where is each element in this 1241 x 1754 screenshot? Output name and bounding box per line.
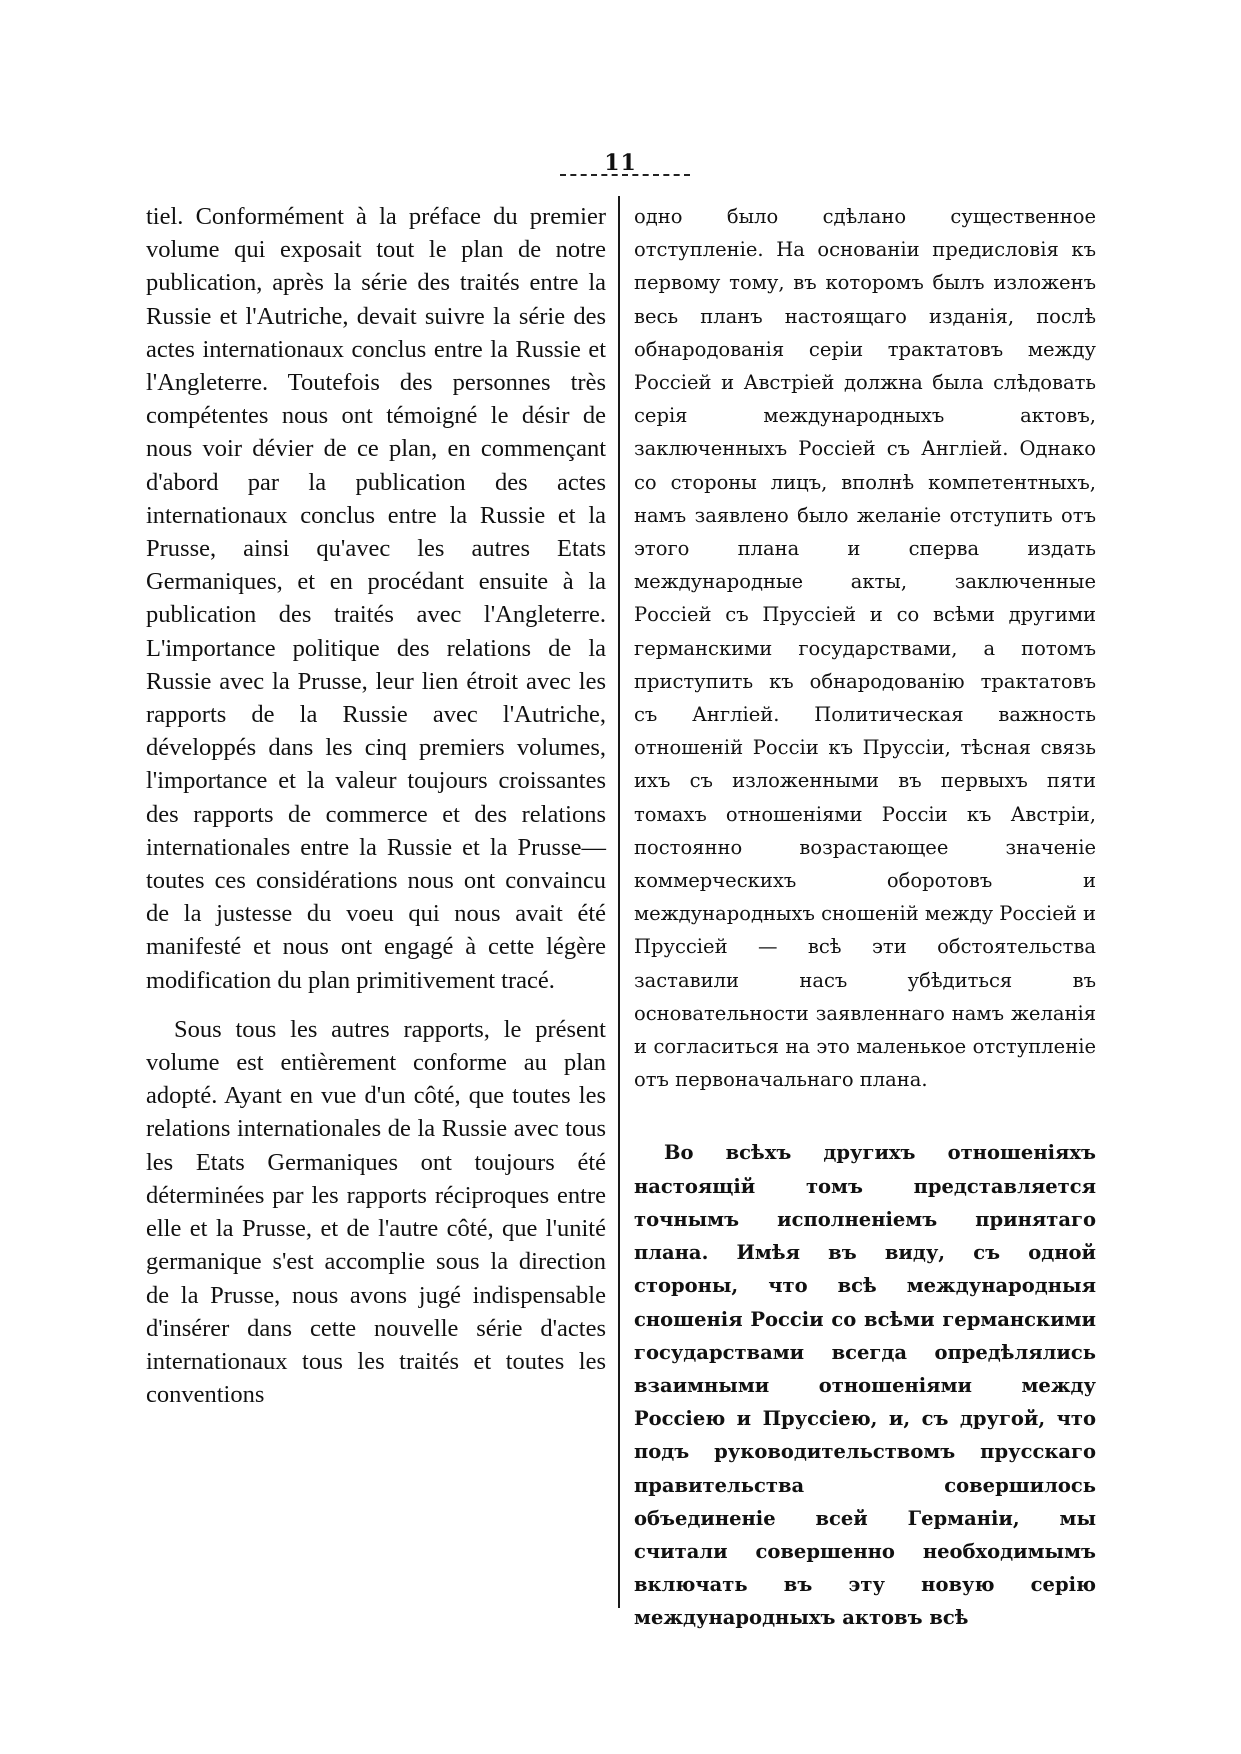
- french-paragraph-1: tiel. Conformément à la préface du premier volume qui exposait tout le plan de notre publication, après la série des traités entre la Russie et l'Autriche, devait suivre la série des actes internationaux conclus entre la Russie et l'Angleterre. Toutefois des personnes très compétentes nous ont témoigné le désir de nous voir dévier de ce plan, en commençant d'abord par la publication des actes internationaux conclus entre la Russie et la Prusse, ainsi qu'avec les autres Etats Germaniques, et en procédant ensuite à la publication des traités avec l'Angleterre. L'importance politique des relations de la Russie avec la Prusse, leur lien étroit avec les rapports de la Russie avec l'Autriche, développés dans les cinq premiers volumes, l'importance et la valeur toujours croissantes des rapports de commerce et des relations internationales entre la Russie et la Prusse—toutes ces considérations nous ont convaincu de la justesse du voeu qui nous avait été manifesté et nous ont engagé à cette légère modification du plan primitivement tracé.: [146, 203, 606, 994]
- russian-paragraph-2: Во всѣхъ другихъ отношеніяхъ настоящій томъ представляется точнымъ исполненіемъ принятаго плана. Имѣя въ виду, съ одной стороны, что всѣ международныя сношенія Россіи со всѣми германскими государствами всегда опредѣлялись взаимными отношеніями между Россіею и Пруссіею, и, съ другой, что подъ руководительствомъ прусскаго правительства совершилось объединеніе всей Германіи, мы считали совершенно необходимымъ включать въ эту новую серію международныхъ актовъ всѣ: [634, 1141, 1096, 1630]
- page-number: 11: [604, 150, 637, 176]
- russian-paragraph-1: одно было сдѣлано существенное отступленіе. На основаніи предисловія къ первому тому, въ которомъ былъ изложенъ весь планъ настоящаго изданія, послѣ обнародованія серіи трактатовъ между Россіей и Австріей должна была слѣдовать серія международныхъ актовъ, заключенныхъ Россіей съ Англіей. Однако со стороны лицъ, вполнѣ компетентныхъ, намъ заявлено было желаніе отступить отъ этого плана и сперва издать международные акты, заключенные Россіей съ Пруссіей и со всѣми другими германскими государствами, а потомъ приступить къ обнародованію трактатовъ съ Англіей. Политическая важность отношеній Россіи къ Пруссіи, тѣсная связь ихъ съ изложенными въ первыхъ пяти томахъ отношеніями Россіи къ Австріи, постоянно возрастающее значеніе коммерческихъ оборотовъ и международныхъ сношеній между Россіей и Пруссіей — всѣ эти обстоятельства заставили насъ убѣдиться въ основательности заявленнаго намъ желанія и согласиться на это маленькое отступленіе отъ первоначальнаго плана.: [634, 205, 1096, 1092]
- page-number-rule: [560, 174, 690, 176]
- russian-column: [634, 200, 1096, 1635]
- french-column: [146, 200, 606, 1411]
- french-paragraph-2: Sous tous les autres rapports, le présent volume est entièrement conforme au plan adopté. Ayant en vue d'un côté, que toutes les relations internationales de la Russie avec tous les Etats Germaniques ont toujours été déterminées par les rapports réciproques entre elle et la Prusse, et de l'autre côté, que l'unité germanique s'est accomplie sous la direction de la Prusse, nous avons jugé indispensable d'insérer dans cette nouvelle série d'actes internationaux tous les traités et toutes les conventions: [146, 1015, 606, 1409]
- column-divider: [618, 196, 620, 1608]
